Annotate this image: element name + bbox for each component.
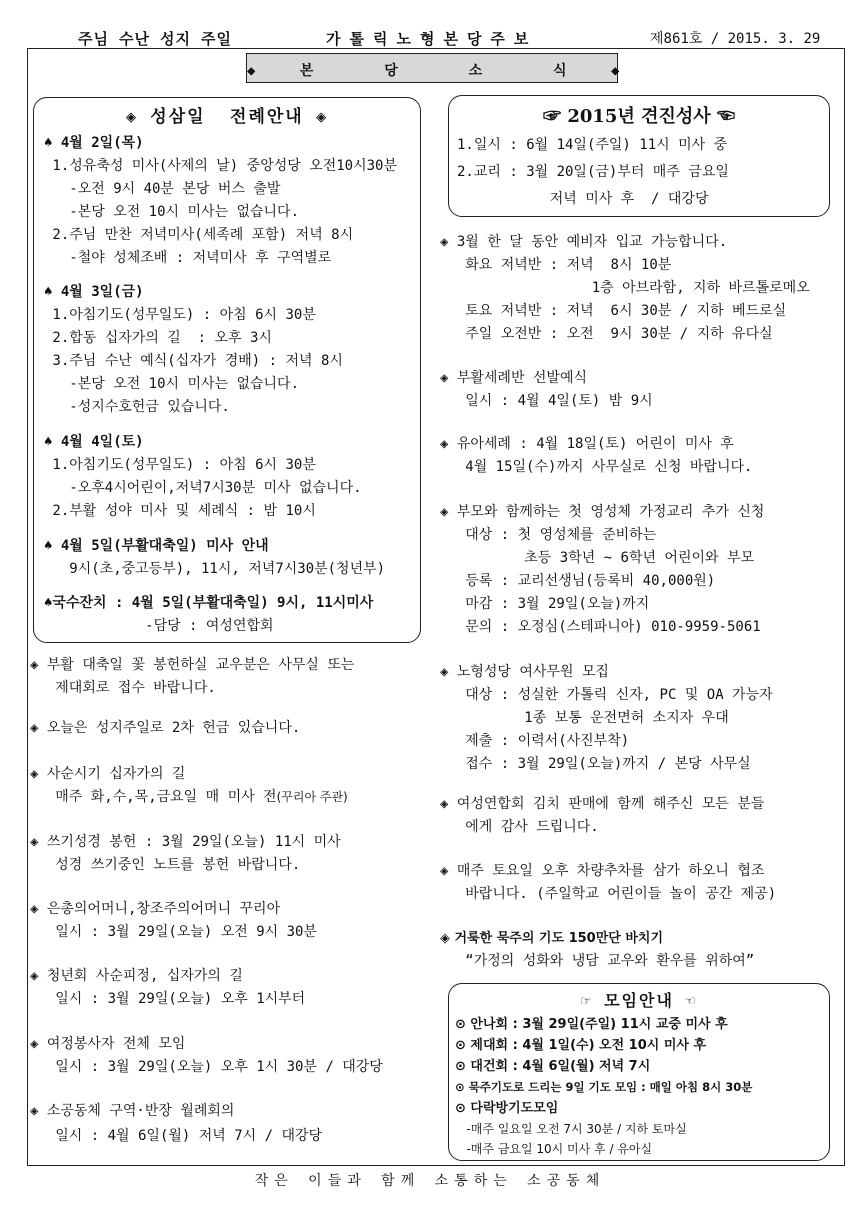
notice-text: 매주 화,수,목,금요일 매 미사 전 [30,789,277,805]
liturgy-line: 3.주님 수난 예식(십자가 경배) : 저녁 8시 [44,353,343,369]
section-banner-label: ◆ 본 당 소 식 ◆ [247,63,638,79]
notice-line: ◈ 은총의어머니,창조주의어머니 꾸리아 [30,901,281,917]
liturgy-line: 9시(초,중고등부), 11시, 저녁7시30분(청년부) [44,561,386,577]
notice-line: 주일 오전반 : 오전 9시 30분 / 지하 유다실 [440,326,773,342]
liturgy-line: ♠ 4월 3일(금) [44,284,144,300]
liturgy-line: -본당 오전 10시 미사는 없습니다. [44,204,300,220]
notice-line: ◈ 거룩한 묵주의 기도 150만단 바치기 [440,931,664,946]
notice-line: ◈ 3월 한 달 동안 예비자 입교 가능합니다. [440,234,728,250]
notice-line: 문의 : 오정심(스테파니아) 010-9959-5061 [440,619,761,635]
notice-line: 바랍니다. (주일학교 어린이들 놀이 공간 제공) [440,886,777,902]
notice-line: ◈ 부활세례반 선발예식 [440,370,588,386]
notice-line [30,789,348,806]
meeting-line: ⊙ 안나회 : 3월 29일(주일) 11시 교중 미사 후 [455,1017,728,1032]
confirmation-line: 1.일시 : 6월 14일(주일) 11시 미사 중 [457,137,728,153]
meeting-line: ⊙ 대건회 : 4월 6일(월) 저녁 7시 [455,1059,651,1074]
meeting-guide-title: ☞ 모임안내 ☜ [580,991,698,1010]
notice-line: 등록 : 교리선생님(등록비 40,000원) [440,573,716,589]
liturgy-guide-box [33,97,421,643]
notice-line: 일시 : 3월 29일(오늘) 오후 1시 30분 / 대강당 [30,1059,383,1075]
meeting-line: ⊙ 묵주기도로 드리는 9일 기도 모임 : 매일 아침 8시 30분 [455,1080,753,1094]
notice-line: 제출 : 이력서(사진부착) [440,733,630,749]
notice-line: ◈ 매주 토요일 오후 차량추차를 삼가 하오니 협조 [440,863,765,879]
liturgy-line: 1.아침기도(성무일도) : 아침 6시 30분 [44,307,316,323]
liturgy-line: -성지수호헌금 있습니다. [44,399,230,415]
liturgy-line: 2.합동 십자가의 길 : 오후 3시 [44,330,272,346]
notice-line: 토요 저녁반 : 저녁 6시 30분 / 지하 베드로실 [440,303,787,319]
notice-line: 화요 저녁반 : 저녁 8시 10분 [440,257,672,273]
notice-line: ◈ 오늘은 성지주일로 2차 헌금 있습니다. [30,720,301,736]
notice-line: ◈ 부모와 함께하는 첫 영성체 가정교리 추가 신청 [440,504,765,520]
notice-line: “가정의 성화와 냉담 교우와 환우를 위하여” [440,953,755,969]
liturgy-line: 1.아침기도(성무일도) : 아침 6시 30분 [44,457,316,473]
notice-line: 4월 15일(수)까지 사무실로 신청 바랍니다. [440,459,753,475]
notice-line: 성경 쓰기중인 노트를 봉헌 바랍니다. [30,857,301,873]
confirmation-box [448,95,830,217]
confirmation-title: ☞ 2015년 견진성사 ☜ [543,106,735,127]
liturgy-line: ♠ 4월 5일(부활대축일) 미사 안내 [44,538,269,554]
notice-line: 접수 : 3월 29일(오늘)까지 / 본당 사무실 [440,756,751,772]
notice-line: 에게 감사 드립니다. [440,819,599,835]
notice-line: 마감 : 3월 29일(오늘)까지 [440,596,650,612]
meeting-line: ⊙ 제대회 : 4월 1일(수) 오전 10시 미사 후 [455,1038,707,1053]
notice-line: 1종 보통 운전면허 소지자 우대 [440,710,729,726]
notice-line: ◈ 유아세례 : 4월 18일(토) 어린이 미사 후 [440,436,734,452]
publication-title: 가톨릭노형본당주보 [326,30,538,48]
notice-line: ◈ 노형성당 여사무원 모집 [440,664,609,680]
notice-line: ◈ 사순시기 십자가의 길 [30,766,186,782]
liturgy-line: 1.성유축성 미사(사제의 날) 중앙성당 오전10시30분 [44,158,398,174]
notice-line: ◈ 청년회 사순피정, 십자가의 길 [30,968,243,984]
notice-line: ◈ 소공동체 구역·반장 월례회의 [30,1103,235,1119]
liturgy-line: -담당 : 여성연합회 [44,618,274,634]
confirmation-line: 저녁 미사 후 / 대강당 [457,191,709,207]
liturgy-line: ♠국수잔치 : 4월 5일(부활대축일) 9시, 11시미사 [44,595,374,611]
liturgy-line: -오전 9시 40분 본당 버스 출발 [44,181,281,197]
notice-line: 일시 : 3월 29일(오늘) 오전 9시 30분 [30,924,317,940]
liturgy-line: ♠ 4월 4일(토) [44,434,144,450]
confirmation-line: 2.교리 : 3월 20일(금)부터 매주 금요일 [457,164,729,180]
notice-line: 일시 : 3월 29일(오늘) 오후 1시부터 [30,991,306,1007]
meeting-guide-box [448,983,830,1161]
liturgy-line: 2.부활 성야 미사 및 세례식 : 밤 10시 [44,503,316,519]
notice-line: ◈ 부활 대축일 꽃 봉헌하실 교우분은 사무실 또는 [30,657,355,673]
notice-line: 대상 : 첫 영성체를 준비하는 [440,527,657,543]
notice-line: 대상 : 성실한 가톨릭 신자, PC 및 OA 가능자 [440,687,773,703]
section-banner [246,53,638,83]
footer-slogan: 작은 이들과 함께 소통하는 소공동체 [254,1173,606,1189]
notice-line: ◈ 쓰기성경 봉헌 : 3월 29일(오늘) 11시 미사 [30,834,341,850]
liturgy-line: -오후4시어린이,저녁7시30분 미사 없습니다. [44,480,362,496]
notice-line: 제대회로 접수 바랍니다. [30,680,216,696]
meeting-line: -매주 금요일 10시 미사 후 / 유아실 [455,1142,653,1156]
liturgy-line: ♠ 4월 2일(목) [44,135,144,151]
notice-line: ◈ 여정봉사자 전체 모임 [30,1036,186,1052]
liturgy-line: -본당 오전 10시 미사는 없습니다. [44,376,300,392]
liturgy-line: 2.주님 만찬 저녁미사(세족례 포함) 저녁 8시 [44,227,354,243]
meeting-line: ⊙ 다락방기도모임 [455,1101,559,1116]
notice-line: 1층 아브라함, 지하 바르톨로메오 [440,280,810,296]
liturgy-line: -철야 성체조배 : 저녁미사 후 구역별로 [44,250,332,266]
issue-number-date: 제861호 / 2015. 3. 29 [650,31,821,47]
notice-line: 일시 : 4월 6일(월) 저녁 7시 / 대강당 [30,1128,323,1144]
liturgy-guide-title: ◈ 성삼일 전례안내 ◈ [125,107,329,127]
notice-line: 일시 : 4월 4일(토) 밤 9시 [440,393,653,409]
notice-line: ◈ 여성연합회 김치 판매에 함께 해주신 모든 분들 [440,796,765,812]
meeting-line: -매주 일요일 오전 7시 30분 / 지하 토마실 [455,1122,687,1136]
liturgical-day: 주님 수난 성지 주일 [78,30,233,48]
notice-line: 초등 3학년 ~ 6학년 어린이와 부모 [440,550,755,566]
notice-note: (꾸리아 주관) [276,790,348,804]
header [0,6,860,46]
